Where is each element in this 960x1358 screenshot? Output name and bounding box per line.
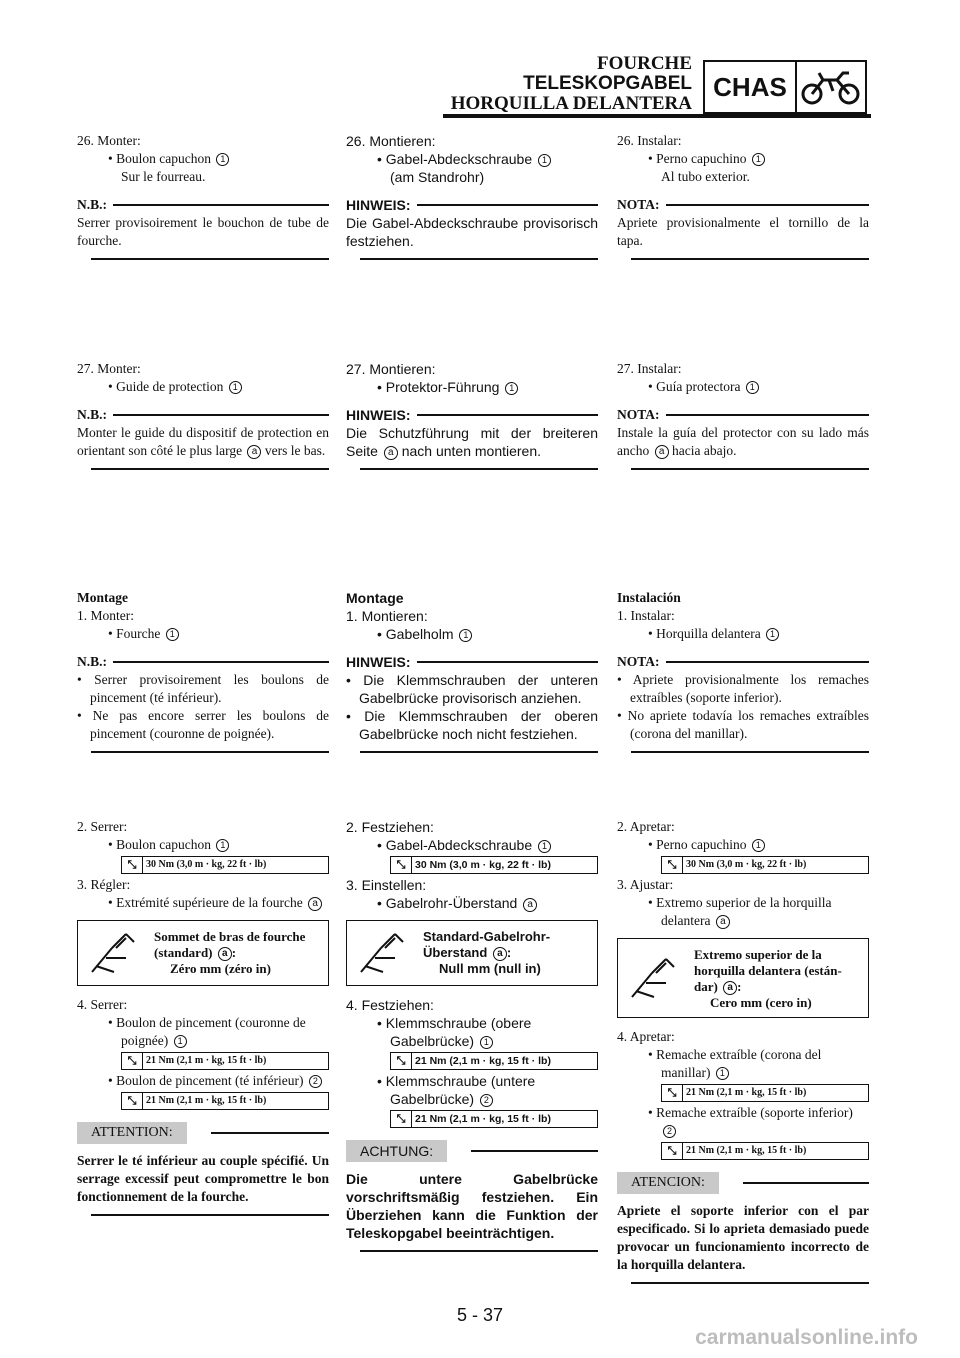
de-s26-step: 26. Montieren:	[346, 133, 436, 149]
de-m4-bullet2: • Klemmschraube (untere Gabelbrücke) 2	[377, 1073, 536, 1107]
spec-box	[77, 920, 329, 986]
fr-step-26	[77, 132, 329, 260]
de-m1-step: 1. Montieren:	[346, 608, 428, 624]
fr-m1-note2: • Ne pas encore serrer les boulons de pincement (couronne de poignée).	[77, 708, 329, 741]
de-m1-bullet: • Gabelholm 1	[346, 625, 598, 643]
es-s26-step: 26. Instalar:	[617, 133, 682, 148]
ref-2-icon: 2	[663, 1125, 676, 1138]
ref-a-icon: a	[308, 897, 322, 911]
es-s26-sub: Al tubo exterior.	[661, 169, 750, 184]
note-end-rule	[631, 258, 869, 260]
torque-wrench-icon: ⤡	[391, 857, 412, 873]
caution-end-rule	[360, 1250, 598, 1252]
ref-1-icon: 1	[216, 153, 229, 166]
de-m1-note2: • Die Klemmschrauben der oberen Gabelbrücke noch nicht festziehen.	[346, 708, 598, 742]
fr-m1-note1: • Serrer provisoirement les boulons de pincement (té inférieur).	[77, 672, 329, 705]
es-m1-note2: • No apriete todavía los remaches extraíbles (corona del manillar).	[617, 708, 869, 741]
es-s27-step: 27. Instalar:	[617, 361, 682, 376]
wrench-icon	[78, 921, 150, 985]
ref-a-icon: a	[493, 947, 507, 961]
de-step-27	[346, 360, 598, 470]
es-m1-step: 1. Instalar:	[617, 608, 675, 623]
torque-wrench-icon: ⤡	[122, 1093, 143, 1109]
section-badge	[703, 60, 867, 114]
fr-m4-bullet2: • Boulon de pincement (té inférieur) 2	[77, 1072, 329, 1090]
de-montage	[346, 589, 598, 753]
es-m2-bullet: • Perno capuchino 1	[617, 836, 869, 854]
torque-wrench-icon: ⤡	[662, 1085, 683, 1101]
de-note-header: HINWEIS:	[346, 653, 598, 671]
es-s26-bullet: • Perno capuchino 1	[617, 150, 869, 168]
fr-s26-step: 26. Monter:	[77, 133, 141, 148]
torque-wrench-icon: ⤡	[122, 1053, 143, 1069]
es-caution-text: Apriete el soporte inferior con el par especificado. Si lo aprieta demasiado puede provocar un funcionamiento incorrecto de la horquilla delantera.	[617, 1203, 869, 1272]
ref-1-icon: 1	[538, 154, 551, 167]
de-m3-bullet: • Gabelrohr-Überstand a	[346, 894, 598, 912]
fr-m4-step: 4. Serrer:	[77, 997, 128, 1012]
es-s26-note: Apriete provisionalmente el tornillo de la tapa.	[617, 215, 869, 248]
note-end-rule	[360, 258, 598, 260]
note-end-rule	[91, 468, 329, 470]
ref-2-icon: 2	[480, 1094, 493, 1107]
es-montage-heading: Instalación	[617, 590, 681, 605]
de-s26-note: Die Gabel-Abdeckschraube provisorisch festziehen.	[346, 215, 598, 249]
torque-box: ⤡ 30 Nm (3,0 m · kg, 22 ft · lb)	[390, 856, 598, 874]
ref-1-icon: 1	[505, 382, 518, 395]
caution-end-rule	[631, 1282, 869, 1284]
es-step-26	[617, 132, 869, 260]
es-m3-bullet: • Extremo superior de la horquilla delantera a	[648, 895, 832, 928]
ref-1-icon: 1	[174, 1035, 187, 1048]
page-number: 5 - 37	[456, 1305, 504, 1325]
note-end-rule	[91, 751, 329, 753]
ref-a-icon: a	[218, 947, 232, 961]
torque-wrench-icon: ⤡	[122, 857, 143, 873]
wrench-icon	[618, 939, 690, 1017]
header-titles	[451, 54, 692, 113]
es-s27-bullet: • Guía protectora 1	[617, 378, 869, 396]
header-rule	[443, 114, 871, 118]
ref-1-icon: 1	[752, 839, 765, 852]
ref-1-icon: 1	[166, 628, 179, 641]
caution-header: ATENCION:	[617, 1172, 869, 1194]
fr-s27-note: Monter le guide du dispositif de protection en orientant son côté le plus large a vers le bas.	[77, 425, 329, 458]
caution-header: ATTENTION:	[77, 1122, 329, 1144]
fr-spec-text: Sommet de bras de fourche (standard) a : Zéro mm (zéro in)	[154, 929, 306, 976]
de-m3-step: 3. Einstellen:	[346, 877, 427, 893]
de-step-26	[346, 132, 598, 260]
spec-box	[346, 920, 598, 986]
de-montage-heading: Montage	[346, 590, 404, 606]
de-m4-bullet1: • Klemmschraube (obere Gabelbrücke) 1	[377, 1015, 532, 1049]
es-note-header: NOTA:	[617, 406, 869, 424]
title-de: TELESKOPGABEL	[523, 73, 692, 94]
watermark: carmanualsonline.info	[695, 1326, 918, 1349]
caution-end-rule	[91, 1214, 329, 1216]
torque-wrench-icon: ⤡	[662, 857, 683, 873]
es-m4-bullet1: • Remache extraíble (corona del manillar) 1	[648, 1047, 822, 1080]
ref-a-icon: a	[523, 898, 537, 912]
torque-wrench-icon: ⤡	[391, 1111, 412, 1127]
ref-a-icon: a	[247, 445, 261, 459]
ref-1-icon: 1	[746, 381, 759, 394]
torque-box: ⤡ 30 Nm (3,0 m · kg, 22 ft · lb)	[121, 856, 329, 874]
fr-caution-text: Serrer le té inférieur au couple spécifié. Un serrage excessif peut compromettre le bon fonctionnement de la fourche.	[77, 1153, 329, 1204]
es-s27-note: Instale la guía del protector con su lado más ancho a hacia abajo.	[617, 425, 869, 458]
fr-montage	[77, 589, 329, 753]
de-m2-step: 2. Festziehen:	[346, 819, 434, 835]
es-m4-step: 4. Apretar:	[617, 1029, 675, 1044]
fr-m3-step: 3. Régler:	[77, 877, 131, 892]
torque-wrench-icon: ⤡	[662, 1143, 683, 1159]
fr-s26-sub: Sur le fourreau.	[121, 169, 206, 184]
fr-s27-step: 27. Monter:	[77, 361, 141, 376]
fr-m1-step: 1. Monter:	[77, 608, 134, 623]
de-s27-bullet: • Protektor-Führung 1	[346, 378, 598, 396]
torque-box: ⤡ 21 Nm (2,1 m · kg, 15 ft · lb)	[661, 1142, 869, 1160]
fr-m3-bullet: • Extrémité supérieure de la fourche a	[77, 894, 329, 912]
torque-box: ⤡ 21 Nm (2,1 m · kg, 15 ft · lb)	[121, 1052, 329, 1070]
torque-box: ⤡ 21 Nm (2,1 m · kg, 15 ft · lb)	[661, 1084, 869, 1102]
fr-s27-bullet: • Guide de protection 1	[77, 378, 329, 396]
es-spec-text: Extremo superior de la horquilla delantera (están- dar) a : Cero mm (cero in)	[694, 947, 842, 1010]
ref-1-icon: 1	[216, 839, 229, 852]
fr-note-header: N.B.:	[77, 653, 329, 671]
note-end-rule	[631, 751, 869, 753]
ref-1-icon: 1	[480, 1036, 493, 1049]
fr-note-header: N.B.:	[77, 196, 329, 214]
fr-m2-bullet: • Boulon capuchon 1	[77, 836, 329, 854]
ref-1-icon: 1	[716, 1067, 729, 1080]
de-m2-bullet: • Gabel-Abdeckschraube 1	[346, 836, 598, 854]
de-note-header: HINWEIS:	[346, 406, 598, 424]
es-m1-bullet: • Horquilla delantera 1	[617, 625, 869, 643]
fr-s26-note: Serrer provisoirement le bouchon de tube de fourche.	[77, 215, 329, 248]
es-note-header: NOTA:	[617, 196, 869, 214]
de-note-header: HINWEIS:	[346, 196, 598, 214]
de-caution-text: Die untere Gabelbrücke vorschriftsmäßig festziehen. Ein Überziehen kann die Funktion der Teleskopgabel beeinträchtigen.	[346, 1171, 598, 1241]
ref-1-icon: 1	[766, 628, 779, 641]
de-s27-step: 27. Montieren:	[346, 361, 436, 377]
spec-box	[617, 938, 869, 1018]
page-header	[0, 0, 960, 120]
motorcycle-icon	[797, 62, 865, 112]
title-fr: FOURCHE	[597, 53, 692, 74]
de-s26-bullet: • Gabel-Abdeckschraube 1	[346, 150, 598, 168]
fr-note-header: N.B.:	[77, 406, 329, 424]
de-m1-note1: • Die Klemmschrauben der unteren Gabelbrücke provisorisch anziehen.	[346, 672, 598, 706]
de-m4-step: 4. Festziehen:	[346, 997, 434, 1013]
ref-1-icon: 1	[538, 840, 551, 853]
fr-step-27	[77, 360, 329, 470]
de-steps-2-4	[346, 818, 598, 1252]
fr-montage-heading: Montage	[77, 590, 128, 605]
wrench-icon	[347, 921, 419, 985]
torque-box: ⤡ 21 Nm (2,1 m · kg, 15 ft · lb)	[390, 1052, 598, 1070]
es-step-27	[617, 360, 869, 470]
fr-m1-bullet: • Fourche 1	[77, 625, 329, 643]
section-badge-label: CHAS	[705, 62, 797, 112]
de-s26-sub: (am Standrohr)	[390, 169, 485, 185]
ref-a-icon: a	[384, 446, 398, 460]
es-note-header: NOTA:	[617, 653, 869, 671]
es-m2-step: 2. Apretar:	[617, 819, 675, 834]
es-steps-2-4	[617, 818, 869, 1284]
es-m1-note1: • Apriete provisionalmente los remaches extraíbles (soporte inferior).	[617, 672, 869, 705]
note-end-rule	[360, 751, 598, 753]
de-s27-note: Die Schutzführung mit der breiteren Seite a nach unten montieren.	[346, 425, 598, 459]
ref-a-icon: a	[723, 981, 737, 995]
torque-box: ⤡ 21 Nm (2,1 m · kg, 15 ft · lb)	[121, 1092, 329, 1110]
fr-s26-bullet: • Boulon capuchon 1	[77, 150, 329, 168]
es-m4-bullet2: • Remache extraíble (soporte inferior) 2	[648, 1105, 853, 1136]
fr-m4-bullet1: • Boulon de pincement (couronne de poignée) 1	[108, 1015, 306, 1048]
es-montage	[617, 589, 869, 753]
caution-header: ACHTUNG:	[346, 1140, 598, 1162]
es-m3-step: 3. Ajustar:	[617, 877, 674, 892]
ref-2-icon: 2	[309, 1075, 322, 1088]
fr-m2-step: 2. Serrer:	[77, 819, 128, 834]
ref-a-icon: a	[655, 445, 669, 459]
torque-wrench-icon: ⤡	[391, 1053, 412, 1069]
note-end-rule	[91, 258, 329, 260]
note-end-rule	[631, 468, 869, 470]
de-spec-text: Standard-Gabelrohr- Überstand a : Null mm (null in)	[423, 929, 551, 976]
torque-box: ⤡ 21 Nm (2,1 m · kg, 15 ft · lb)	[390, 1110, 598, 1128]
note-end-rule	[360, 468, 598, 470]
ref-1-icon: 1	[752, 153, 765, 166]
fr-steps-2-4	[77, 818, 329, 1216]
torque-box: ⤡ 30 Nm (3,0 m · kg, 22 ft · lb)	[661, 856, 869, 874]
ref-1-icon: 1	[459, 629, 472, 642]
ref-1-icon: 1	[229, 381, 242, 394]
title-es: HORQUILLA DELANTERA	[450, 93, 692, 114]
ref-a-icon: a	[716, 915, 730, 929]
